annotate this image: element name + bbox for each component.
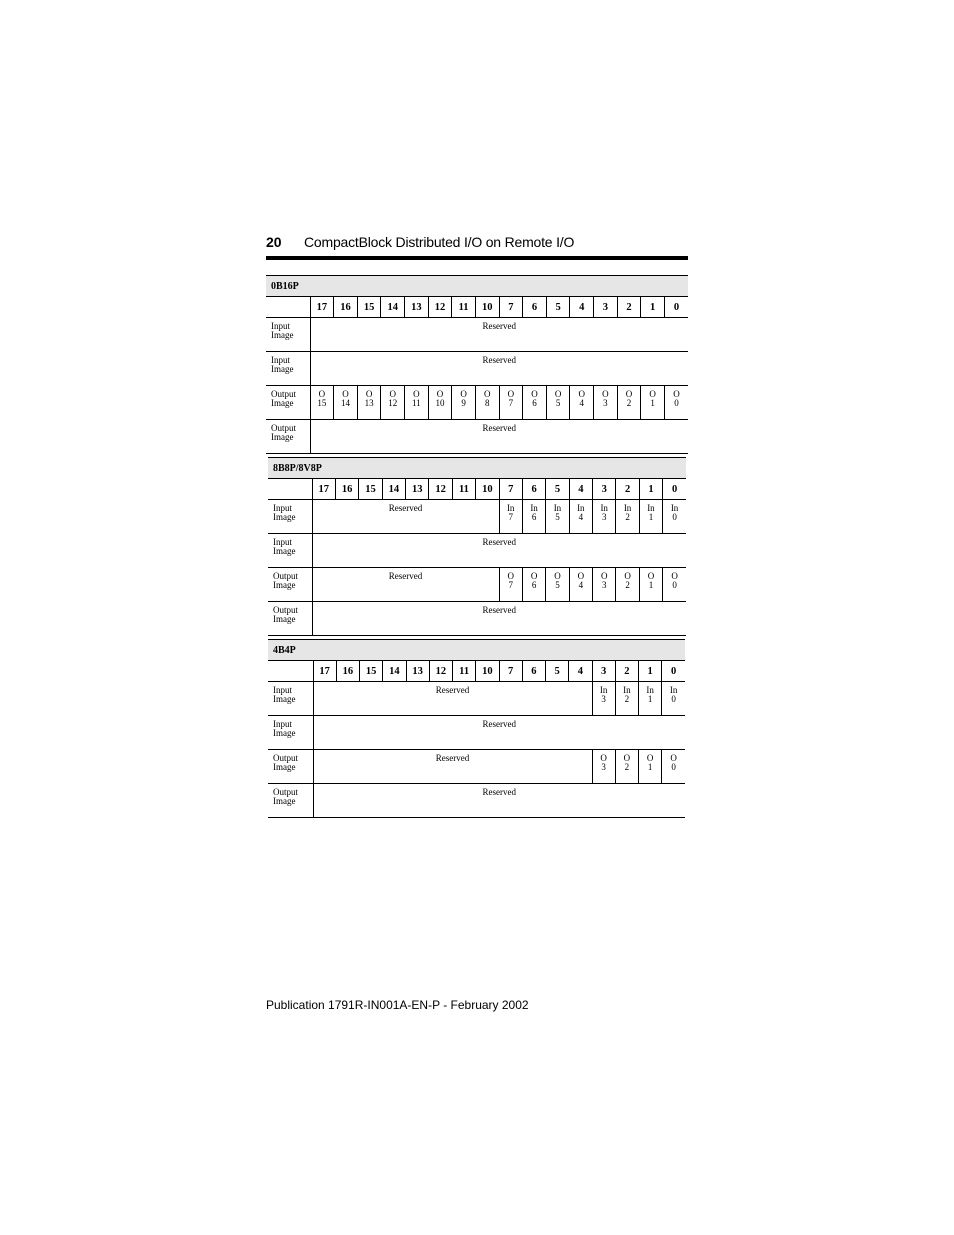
table-row <box>266 420 688 454</box>
bit-header: 13 <box>406 479 429 500</box>
bit-cell-type: O <box>530 571 538 581</box>
bit-header: 10 <box>476 661 499 682</box>
bit-cell-number: 4 <box>578 512 584 522</box>
row-label-bottom: Image <box>271 398 294 408</box>
row-label-bottom: Image <box>273 796 296 806</box>
bit-cell-type: In <box>669 685 678 695</box>
row-label-bottom: Image <box>273 512 296 522</box>
reserved-cell: Reserved <box>312 568 499 602</box>
bit-header: 0 <box>664 297 688 318</box>
bit-header: 5 <box>546 661 569 682</box>
bit-cell-type: O <box>625 389 633 399</box>
bit-header: 14 <box>382 479 405 500</box>
bit-cell-number: 2 <box>626 398 632 408</box>
bit-cell <box>641 386 665 420</box>
bit-map-table-8b8p-8v8p <box>268 457 686 636</box>
bit-cell <box>639 500 662 534</box>
bit-header: 4 <box>570 297 594 318</box>
row-label-bottom: Image <box>273 728 296 738</box>
bit-header: 4 <box>569 479 592 500</box>
bit-header: 12 <box>428 297 452 318</box>
row-label-bottom: Image <box>271 330 294 340</box>
bit-cell <box>570 386 594 420</box>
reserved-cell: Reserved <box>313 784 685 818</box>
bit-cell-number: 6 <box>531 580 537 590</box>
bit-cell-number: 11 <box>411 398 421 408</box>
bit-header: 17 <box>312 479 335 500</box>
reserved-cell: Reserved <box>313 750 592 784</box>
table-title-row <box>268 640 685 661</box>
bit-cell-type: In <box>670 503 679 513</box>
bit-header: 17 <box>310 297 334 318</box>
bit-cell <box>310 386 334 420</box>
bit-header: 15 <box>359 479 382 500</box>
bit-cell-number: 14 <box>340 398 350 408</box>
bit-header: 12 <box>429 661 452 682</box>
row-label-bottom: Image <box>271 364 294 374</box>
bit-header: 2 <box>617 297 641 318</box>
table-row <box>266 386 688 420</box>
row-label <box>268 500 312 534</box>
header-blank-cell <box>268 661 313 682</box>
bit-cell-type: O <box>600 571 608 581</box>
bit-cell <box>522 500 545 534</box>
table-title-row <box>268 458 686 479</box>
row-label-top: Output <box>273 605 299 615</box>
bit-cell-number: 13 <box>364 398 374 408</box>
bit-cell <box>593 568 616 602</box>
row-label-top: Output <box>271 423 297 433</box>
row-label-top: Output <box>271 389 297 399</box>
reserved-cell: Reserved <box>310 352 688 386</box>
row-label <box>266 318 310 352</box>
bit-header: 16 <box>336 661 359 682</box>
bit-cell <box>592 682 615 716</box>
bit-cell-number: 2 <box>624 694 630 704</box>
bit-cell-type: In <box>623 685 631 695</box>
table-row <box>266 318 688 352</box>
bit-cell-type: O <box>531 389 538 399</box>
reserved-cell: Reserved <box>310 318 688 352</box>
bit-cell-number: 0 <box>671 762 676 772</box>
row-label <box>268 784 313 818</box>
bit-header: 7 <box>499 479 522 500</box>
bit-header: 11 <box>452 297 476 318</box>
bit-cell <box>357 386 381 420</box>
table-row <box>268 784 685 818</box>
bit-cell <box>334 386 358 420</box>
bit-cell <box>546 386 570 420</box>
table-title-row <box>266 276 688 297</box>
bit-header: 6 <box>523 297 547 318</box>
bit-cell <box>663 500 686 534</box>
header-rule <box>266 256 688 260</box>
bit-header: 13 <box>405 297 429 318</box>
bit-cell <box>615 750 638 784</box>
bit-cell-number: 2 <box>625 580 630 590</box>
bit-cell <box>639 568 662 602</box>
bit-cell <box>662 682 685 716</box>
row-label-bottom: Image <box>273 614 296 624</box>
bit-cell-type: In <box>647 503 655 513</box>
header-blank-cell <box>268 479 312 500</box>
bit-cell <box>569 500 592 534</box>
bit-header: 2 <box>615 661 638 682</box>
bit-cell <box>639 750 662 784</box>
row-label-top: Input <box>273 719 292 729</box>
table-title: 0B16P <box>266 276 688 297</box>
reserved-cell: Reserved <box>312 534 686 568</box>
bit-cell <box>615 682 638 716</box>
bit-cell-number: 0 <box>672 512 677 522</box>
bit-cell-type: In <box>623 503 632 513</box>
bit-cell-number: 4 <box>578 580 584 590</box>
bit-cell-number: 2 <box>624 762 630 772</box>
bit-cell <box>381 386 405 420</box>
bit-cell <box>523 386 547 420</box>
row-label <box>268 716 313 750</box>
bit-cell <box>664 386 688 420</box>
row-label <box>266 352 310 386</box>
row-label <box>268 682 313 716</box>
bit-cell-number: 0 <box>672 580 677 590</box>
bit-cell-number: 1 <box>647 694 653 704</box>
bit-cell <box>428 386 452 420</box>
bit-map-table-4b4p <box>268 639 685 818</box>
table-row <box>266 352 688 386</box>
bit-header: 5 <box>546 297 570 318</box>
bit-header: 11 <box>453 661 476 682</box>
bit-cell <box>616 568 639 602</box>
bit-cell-type: O <box>673 389 680 399</box>
header-blank-cell <box>266 297 310 318</box>
bit-header: 11 <box>452 479 475 500</box>
row-label-bottom: Image <box>271 432 294 442</box>
bit-header: 10 <box>476 479 499 500</box>
table-row <box>268 500 686 534</box>
bit-cell-number: 0 <box>671 694 676 704</box>
reserved-cell: Reserved <box>312 500 499 534</box>
row-label-top: Output <box>273 753 299 763</box>
bit-header: 4 <box>569 661 592 682</box>
bit-cell-type: O <box>646 753 654 763</box>
row-label-top: Input <box>273 503 292 513</box>
bit-cell-type: O <box>413 389 420 399</box>
bit-cell <box>405 386 429 420</box>
bit-cell-number: 5 <box>555 398 561 408</box>
bit-cell-type: O <box>649 389 656 399</box>
bit-cell-number: 9 <box>461 398 466 408</box>
row-label-bottom: Image <box>273 762 296 772</box>
bit-cell <box>617 386 641 420</box>
row-label <box>266 386 310 420</box>
bit-cell <box>522 568 545 602</box>
bit-header: 10 <box>475 297 499 318</box>
bit-cell-number: 3 <box>601 762 606 772</box>
table-row <box>268 602 686 636</box>
bit-cell-type: In <box>530 503 538 513</box>
publication-footer: Publication 1791R-IN001A-EN-P - February 2002 <box>266 998 529 1012</box>
bit-cell-type: O <box>365 389 373 399</box>
bit-header: 1 <box>639 661 662 682</box>
bit-cell-number: 7 <box>508 398 514 408</box>
row-label-top: Input <box>271 321 290 331</box>
bit-cell <box>452 386 476 420</box>
bit-cell <box>499 386 523 420</box>
bit-header: 16 <box>335 479 358 500</box>
bit-cell-type: O <box>460 389 467 399</box>
bit-header: 3 <box>594 297 618 318</box>
bit-header: 6 <box>522 479 545 500</box>
bit-cell <box>499 500 522 534</box>
bit-cell-number: 12 <box>388 398 398 408</box>
bit-header: 16 <box>334 297 358 318</box>
bit-cell-type: O <box>647 571 655 581</box>
bit-header: 14 <box>381 297 405 318</box>
bit-cell-type: O <box>483 389 491 399</box>
bit-cell-type: O <box>602 389 609 399</box>
bit-cell-type: O <box>507 571 514 581</box>
bit-cell-type: In <box>553 503 562 513</box>
bit-map-table-0b16p <box>266 275 688 454</box>
bit-header: 0 <box>662 661 685 682</box>
bit-cell-type: O <box>578 389 585 399</box>
bit-cell-type: In <box>577 503 585 513</box>
bit-header: 6 <box>522 661 545 682</box>
row-label <box>268 568 312 602</box>
reserved-cell: Reserved <box>312 602 686 636</box>
bit-cell-type: O <box>507 389 515 399</box>
bit-cell <box>569 568 592 602</box>
bit-cell-number: 2 <box>625 512 630 522</box>
table-row <box>268 750 685 784</box>
bit-cell-type: O <box>600 753 607 763</box>
bit-cell-number: 3 <box>601 694 606 704</box>
reserved-cell: Reserved <box>313 716 685 750</box>
bit-cell <box>594 386 618 420</box>
bit-cell-type: O <box>436 389 444 399</box>
bit-cell-number: 6 <box>531 512 537 522</box>
row-label-top: Output <box>273 787 299 797</box>
bit-cell-number: 1 <box>647 762 653 772</box>
bit-cell-type: O <box>671 571 678 581</box>
bit-cell <box>662 750 685 784</box>
bit-header-row <box>266 297 688 318</box>
row-label <box>268 534 312 568</box>
row-label <box>266 420 310 454</box>
bit-cell <box>592 750 615 784</box>
bit-cell-type: O <box>554 389 562 399</box>
bit-header: 15 <box>360 661 383 682</box>
row-label-top: Input <box>271 355 290 365</box>
bit-cell-number: 3 <box>603 398 608 408</box>
bit-cell <box>616 500 639 534</box>
reserved-cell: Reserved <box>310 420 688 454</box>
bit-header: 5 <box>546 479 569 500</box>
bit-header-row <box>268 661 685 682</box>
bit-cell-type: O <box>318 389 326 399</box>
bit-header: 3 <box>593 479 616 500</box>
bit-cell-number: 10 <box>435 398 445 408</box>
row-label-top: Output <box>273 571 299 581</box>
bit-cell-type: In <box>600 503 608 513</box>
bit-cell <box>475 386 499 420</box>
table-row <box>268 716 685 750</box>
bit-cell-number: 3 <box>601 512 607 522</box>
bit-cell <box>546 500 569 534</box>
row-label-bottom: Image <box>273 694 296 704</box>
table-row <box>268 682 685 716</box>
bit-header: 7 <box>499 297 523 318</box>
table-row <box>268 568 686 602</box>
row-label-bottom: Image <box>273 580 296 590</box>
bit-cell-number: 7 <box>508 512 513 522</box>
bit-cell-number: 3 <box>601 580 607 590</box>
bit-header: 15 <box>357 297 381 318</box>
bit-cell-number: 1 <box>648 580 654 590</box>
bit-cell-number: 1 <box>650 398 655 408</box>
row-label-top: Input <box>273 685 292 695</box>
bit-cell-type: O <box>670 753 677 763</box>
row-label <box>268 602 312 636</box>
bit-cell-number: 5 <box>555 512 560 522</box>
bit-header: 2 <box>616 479 639 500</box>
bit-cell <box>593 500 616 534</box>
bit-cell-number: 0 <box>674 398 679 408</box>
page-title: CompactBlock Distributed I/O on Remote I/O <box>304 234 575 250</box>
bit-cell <box>663 568 686 602</box>
bit-cell <box>499 568 522 602</box>
bit-header: 14 <box>383 661 406 682</box>
bit-cell <box>546 568 569 602</box>
reserved-cell: Reserved <box>313 682 592 716</box>
bit-cell-type: O <box>624 571 631 581</box>
bit-header: 0 <box>663 479 686 500</box>
table-title: 4B4P <box>268 640 685 661</box>
bit-cell-type: O <box>554 571 561 581</box>
row-label-bottom: Image <box>273 546 296 556</box>
bit-header: 12 <box>429 479 452 500</box>
bit-header: 17 <box>313 661 336 682</box>
bit-header-row <box>268 479 686 500</box>
bit-cell-number: 5 <box>555 580 560 590</box>
bit-cell-number: 8 <box>484 398 490 408</box>
bit-cell-number: 15 <box>317 398 327 408</box>
bit-header: 13 <box>406 661 429 682</box>
table-row <box>268 534 686 568</box>
bit-cell-number: 1 <box>648 512 654 522</box>
bit-cell-number: 7 <box>508 580 513 590</box>
row-label-top: Input <box>273 537 292 547</box>
bit-cell-type: In <box>506 503 515 513</box>
bit-cell-number: 4 <box>579 398 584 408</box>
bit-header: 1 <box>641 297 665 318</box>
bit-cell-type: O <box>342 389 349 399</box>
bit-header: 3 <box>592 661 615 682</box>
bit-cell-type: O <box>623 753 631 763</box>
bit-cell-type: O <box>389 389 396 399</box>
table-title: 8B8P/8V8P <box>268 458 686 479</box>
bit-header: 1 <box>639 479 662 500</box>
bit-cell-type: In <box>599 685 608 695</box>
bit-cell-type: In <box>646 685 654 695</box>
page-number: 20 <box>266 234 282 250</box>
row-label <box>268 750 313 784</box>
bit-cell-type: O <box>577 571 585 581</box>
bit-cell <box>639 682 662 716</box>
bit-header: 7 <box>499 661 522 682</box>
bit-cell-number: 6 <box>532 398 537 408</box>
